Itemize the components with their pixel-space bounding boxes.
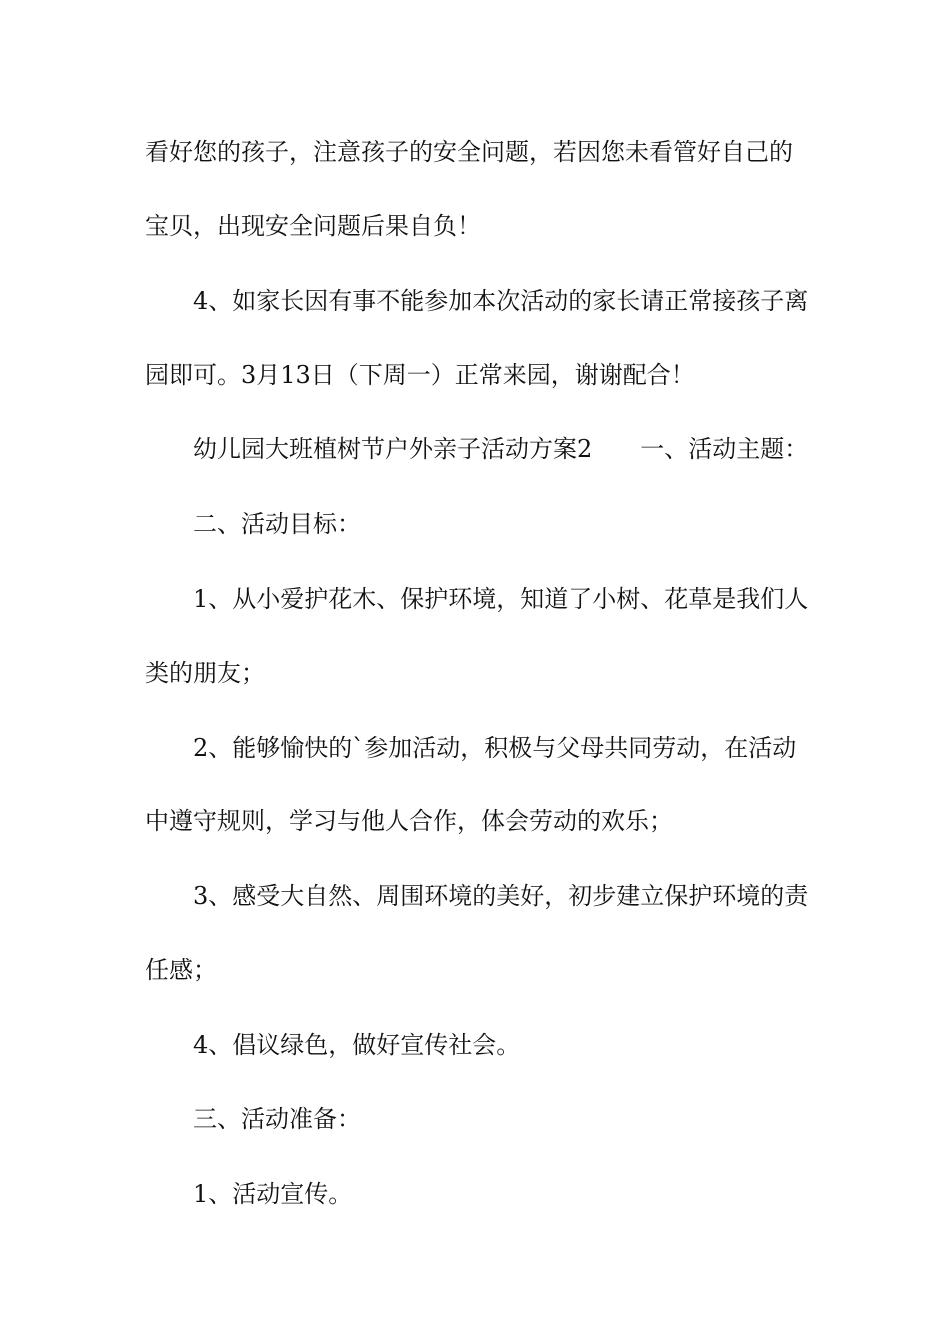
paragraph-line: 宝贝，出现安全问题后果自负！ — [145, 212, 481, 240]
paragraph-line: 4、如家长因有事不能参加本次活动的家长请正常接孩子离 — [193, 287, 809, 315]
paragraph-line: 看好您的孩子，注意孩子的安全问题，若因您未看管好自己的 — [145, 138, 793, 166]
section-heading: 二、活动目标： — [193, 510, 361, 538]
paragraph-line: 任感； — [145, 956, 217, 984]
paragraph-line: 1、从小爱护花木、保护环境，知道了小树、花草是我们人 — [193, 585, 809, 613]
paragraph-line: 4、倡议绿色，做好宣传社会。 — [193, 1031, 521, 1059]
section-heading: 三、活动准备： — [193, 1105, 361, 1133]
paragraph-line: 园即可。3月13日（下周一）正常来园，谢谢配合！ — [145, 361, 695, 389]
section-heading: 一、活动主题： — [640, 435, 809, 463]
paragraph-line: 2、能够愉快的`参加活动，积极与父母共同劳动，在活动 — [193, 734, 797, 762]
paragraph-line: 3、感受大自然、周围环境的美好，初步建立保护环境的责 — [193, 882, 809, 910]
paragraph-line: 中遵守规则，学习与他人合作，体会劳动的欢乐； — [145, 807, 673, 835]
paragraph-line: 类的朋友； — [145, 659, 265, 687]
paragraph-line: 1、活动宣传。 — [193, 1180, 353, 1208]
plan-title: 幼儿园大班植树节户外亲子活动方案2 — [193, 435, 593, 463]
section-heading-line — [193, 434, 873, 464]
